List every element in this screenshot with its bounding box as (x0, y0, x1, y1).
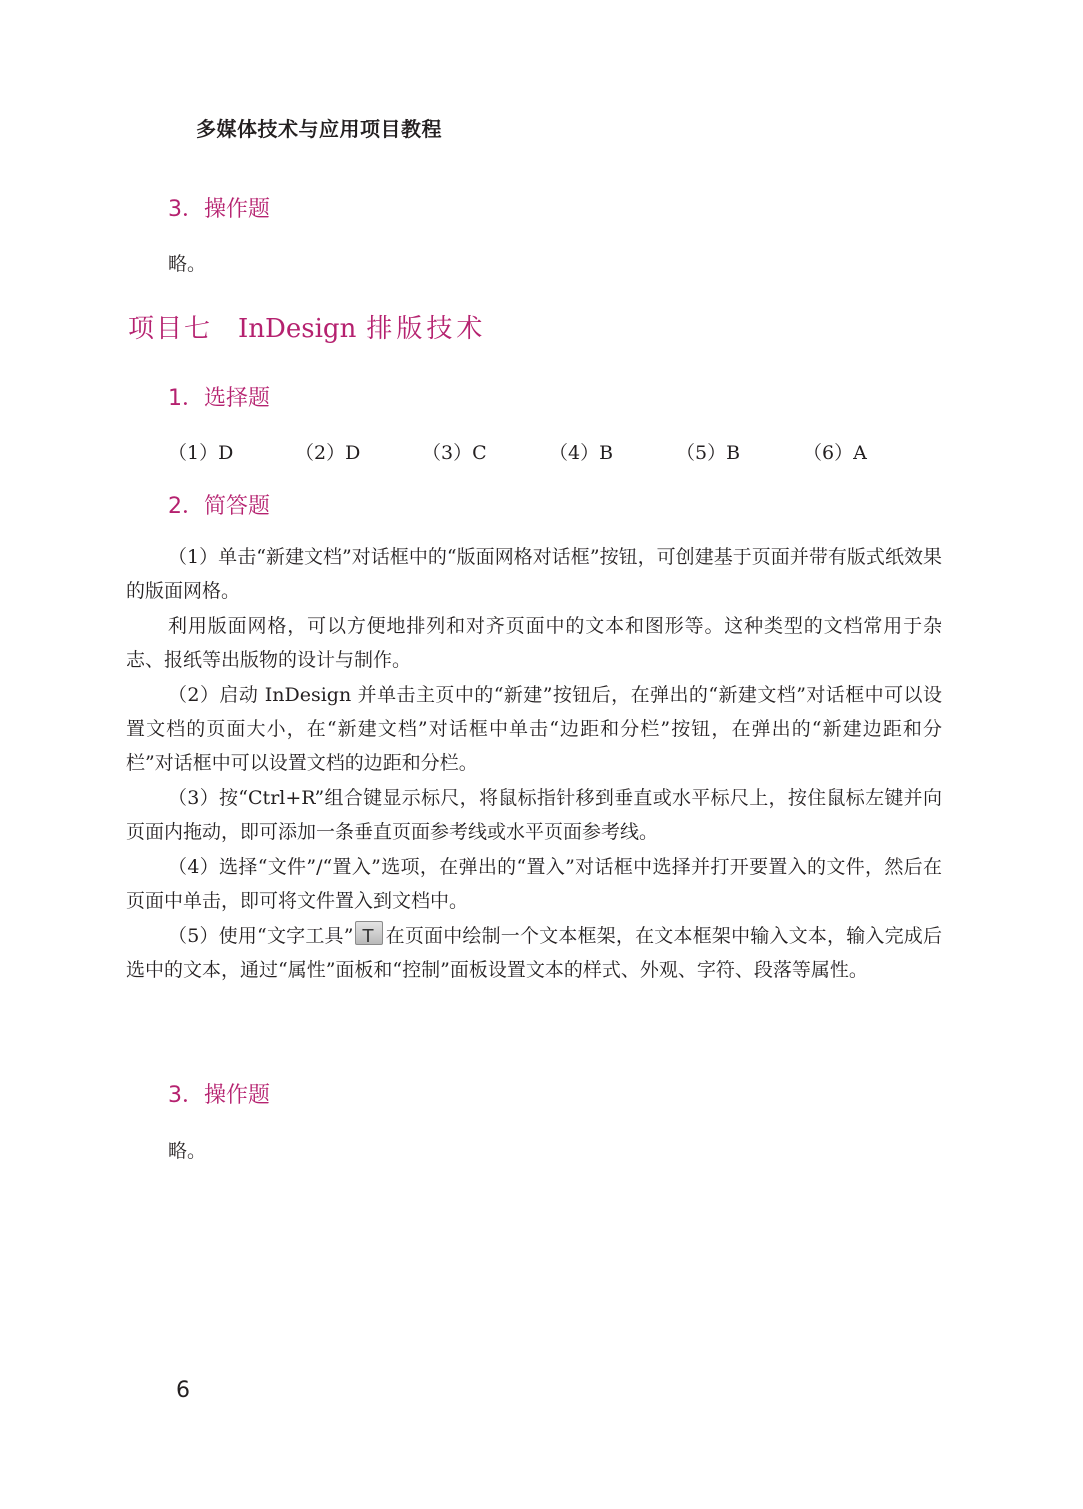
choice-answer: （4）B (549, 442, 614, 464)
page-number: 6 (176, 1378, 190, 1403)
section-heading-operation-prev: 3．操作题 (168, 197, 270, 222)
operation-answer-prev: 略。 (168, 253, 207, 275)
short-answer-body (126, 540, 942, 988)
operation-answer: 略。 (168, 1140, 207, 1162)
answer-paragraph-start: （5）使用“文字工具” (168, 925, 354, 947)
answer-paragraph: （2）启动 InDesign 并单击主页中的“新建”按钮后，在弹出的“新建文档”对话框中可以设置文档的页面大小，在“新建文档”对话框中单击“边距和分栏”按钮，在弹出的“新建边距和分栏”对话框中可以设置文档的边距和分栏。 (126, 684, 942, 774)
answer-paragraph-end: 在页面中绘制一个文本框架，在文本框架中输入文本，输入完成后选中的文本，通过“属性”面板和“控制”面板设置文本的样式、外观、字符、段落等属性。 (126, 925, 942, 981)
answer-paragraph: （3）按“Ctrl+R”组合键显示标尺，将鼠标指针移到垂直或水平标尺上，按住鼠标左键并向页面内拖动，即可添加一条垂直页面参考线或水平页面参考线。 (126, 787, 942, 843)
section-heading-choice: 1．选择题 (168, 386, 270, 411)
choice-answer: （6）A (803, 442, 867, 464)
running-head: 多媒体技术与应用项目教程 (196, 117, 442, 141)
answer-paragraph: （4）选择“文件”/“置入”选项，在弹出的“置入”对话框中选择并打开要置入的文件，然后在页面中单击，即可将文件置入到文档中。 (126, 856, 942, 912)
answer-paragraph: 利用版面网格，可以方便地排列和对齐页面中的文本和图形等。这种类型的文档常用于杂志、报纸等出版物的设计与制作。 (126, 615, 942, 671)
section-heading-short-answer: 2．简答题 (168, 494, 270, 519)
choice-answer: （2）D (295, 442, 361, 464)
project-name-cn: 排版技术 (366, 314, 487, 344)
choice-answer: （5）B (676, 442, 741, 464)
answer-paragraph: （1）单击“新建文档”对话框中的“版面网格对话框”按钮，可创建基于页面并带有版式纸效果的版面网格。 (126, 546, 942, 602)
type-tool-icon (355, 921, 383, 945)
section-heading-operation: 3．操作题 (168, 1083, 270, 1108)
choice-answer: （1）D (168, 442, 234, 464)
project-prefix: 项目七 (128, 314, 213, 344)
project-title (128, 308, 486, 345)
choice-answer: （3）C (422, 442, 487, 464)
answer-paragraph (126, 919, 942, 987)
project-name-en: InDesign (238, 314, 357, 344)
